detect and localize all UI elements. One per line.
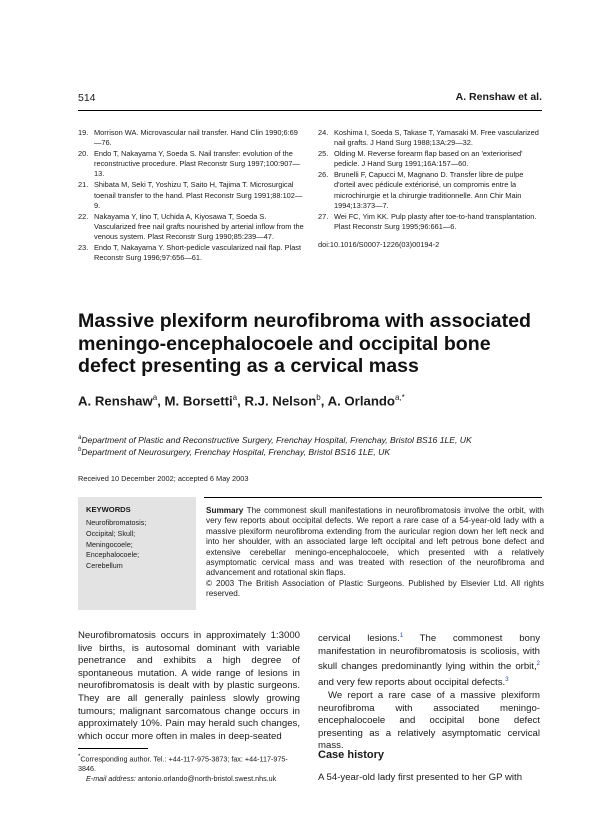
author-affil-mark: b xyxy=(316,393,321,402)
body-paragraph: A 54-year-old lady first presented to her GP with xyxy=(318,772,523,783)
keyword: Occipital; Skull; xyxy=(86,528,136,538)
article-title: Massive plexiform neurofibroma with associated meningo-encephalocoele and occipital bone defect presenting as a cervical mass xyxy=(78,310,531,377)
reference-item: 20. Endo T, Nakayama Y, Soeda S. Nail transfer: evolution of the reconstructive procedure. Plast Reconstr Surg 1997;100:907—13. xyxy=(78,149,300,179)
keyword: Meningocoele; xyxy=(86,539,133,549)
keyword: Neurofibromatosis; xyxy=(86,518,147,527)
reference-item: 24. Koshima I, Soeda S, Takase T, Yamasaki M. Free vascularized nail grafts. J Hand Surg 1988;13A:29—32. xyxy=(318,128,539,148)
section-heading: Case history xyxy=(318,749,385,761)
corresponding-author: Corresponding author. Tel.: +44-117-975-3873; fax: +44-117-975-3846. xyxy=(78,754,288,774)
reference-item: 25. Olding M. Reverse forearm flap based on an 'exteriorised' pedicle. J Hand Surg 1991;16A:157—60. xyxy=(318,149,523,169)
header-rule xyxy=(78,110,542,111)
references-right xyxy=(318,128,542,233)
summary-rule xyxy=(204,497,542,498)
running-head: A. Renshaw et al. xyxy=(455,91,542,103)
body-column-left xyxy=(78,630,300,743)
reference-item: 26. Brunelli F, Capucci M, Magnano D. Transfer libre de pulpe d'orteil avec pédicule extériorisé, un compromis entre la microchirurgie et la chirurgie traditionnelle. Ann Chir Main 1994;13:373—7. xyxy=(318,170,524,210)
footnote xyxy=(78,752,304,784)
author: A. Renshaw xyxy=(78,393,153,409)
body-paragraph: cervical lesions.$^1$ The commonest bony manifestation in neurofibromatosis is scoliosis, with skull changes predominantly lying within the orbit,$^2$ and very few reports about occipital defects.$^3$ xyxy=(318,633,540,689)
email-label: E-mail address: xyxy=(86,774,136,784)
keywords-list xyxy=(86,518,146,572)
summary-label: Summary xyxy=(206,506,244,515)
keyword: Encephalocoele; xyxy=(86,550,140,560)
body-paragraph: We report a rare case of a massive plexiform neurofibroma with associated meningo-encephalocoele and occipital bone defect presenting as a relatively asymptomatic cervical mass. xyxy=(318,689,540,752)
keywords-heading: KEYWORDS xyxy=(86,505,131,514)
author-affil-mark: a xyxy=(232,393,238,402)
author-affil-mark: a,* xyxy=(394,393,405,402)
footnote-mark: * xyxy=(78,754,81,760)
citation-link[interactable]: 2 xyxy=(536,661,540,668)
footnote-rule xyxy=(78,748,148,749)
email-link[interactable]: antonio.orlando@north-bristol.swest.nhs.uk xyxy=(135,774,277,784)
keywords-box xyxy=(78,497,196,610)
copyright: © 2003 The British Association of Plastic Surgeons. Published by Elsevier Ltd. All rights reserved. xyxy=(206,578,544,599)
reference-item: 23. Endo T, Nakayama Y. Short-pedicle vascularized nail flap. Plast Reconstr Surg 1996;97:656—61. xyxy=(78,243,302,263)
author-list: A. Renshaw$^a$, M. Borsetti$^a$, R.J. Nelson$^b$, A. Orlando$^{a,*}$ xyxy=(78,393,405,409)
author-affil-mark: a xyxy=(152,393,158,402)
citation-link[interactable]: 3 xyxy=(505,677,509,684)
reference-item: 22. Nakayama Y, Iino T, Uchida A, Kiyosawa T, Soeda S. Vascularized free nail grafts nourished by arterial inflow from the venous system. Plast Reconstr Surg 1990;85:239—47. xyxy=(78,211,304,241)
body-column-right xyxy=(318,630,540,753)
citation-link[interactable]: 1 xyxy=(399,633,404,639)
keyword: Cerebellum xyxy=(86,561,123,571)
body-paragraph: Neurofibromatosis occurs in approximately 1:3000 live births, is autosomal dominant with variable penetrance and exhibits a high degree of spontaneous mutation. A wide range of lesions in neurofibromatosis is dealt with by plastic surgeons. They are all generally painless slowly growing tumours; malignant sarcomatous change occurs in approximately 10%. Pain may herald such changes, which occur more often in males in deep-seated xyxy=(78,630,300,742)
author: M. Borsetti xyxy=(164,393,233,409)
author: A. Orlando xyxy=(327,393,395,409)
page-header xyxy=(78,90,542,108)
affiliation: $^a$Department of Plastic and Reconstructive Surgery, Frenchay Hospital, Frenchay, Bristol BS16 1LE, UK xyxy=(78,434,472,445)
page-number: 514 xyxy=(78,92,96,104)
reference-item: 27. Wei FC, Yim KK. Pulp plasty after toe-to-hand transplantation. Plast Reconstr Surg 1995;96:661—6. xyxy=(318,211,537,231)
received-date: Received 10 December 2002; accepted 6 May 2003 xyxy=(78,474,249,483)
author: R.J. Nelson xyxy=(244,393,317,409)
references-left xyxy=(78,128,304,264)
abstract-summary xyxy=(206,506,544,600)
reference-item: 21. Shibata M, Seki T, Yoshizu T, Saito H, Tajima T. Microsurgical toenail transfer to the hand. Plast Reconstr Surg 1991;88:102—9. xyxy=(78,180,303,210)
doi[interactable]: doi:10.1016/S0007-1226(03)00194-2 xyxy=(318,240,440,249)
summary-text: The commonest skull manifestations in neurofibromatosis involve the orbit, with very few reports about occipital defects. We report a rare case of a 54-year-old lady with a massive plexiform neurofibroma extending from the auricular region down her left neck and into her shoulder, with an associated large left occipital and left petrous bone defect and extensive cerebellar meningo-encephalocoele, which presented with a relatively asymptomatic cervical mass and was treated with resection of the neurofibroma and advancement and rotational skin flaps. xyxy=(206,506,544,578)
affiliation: $^b$Department of Neurosurgery, Frenchay Hospital, Frenchay, Bristol BS16 1LE, UK xyxy=(78,446,391,457)
reference-item: 19. Morrison WA. Microvascular nail transfer. Hand Clin 1990;6:69—76. xyxy=(78,128,298,148)
